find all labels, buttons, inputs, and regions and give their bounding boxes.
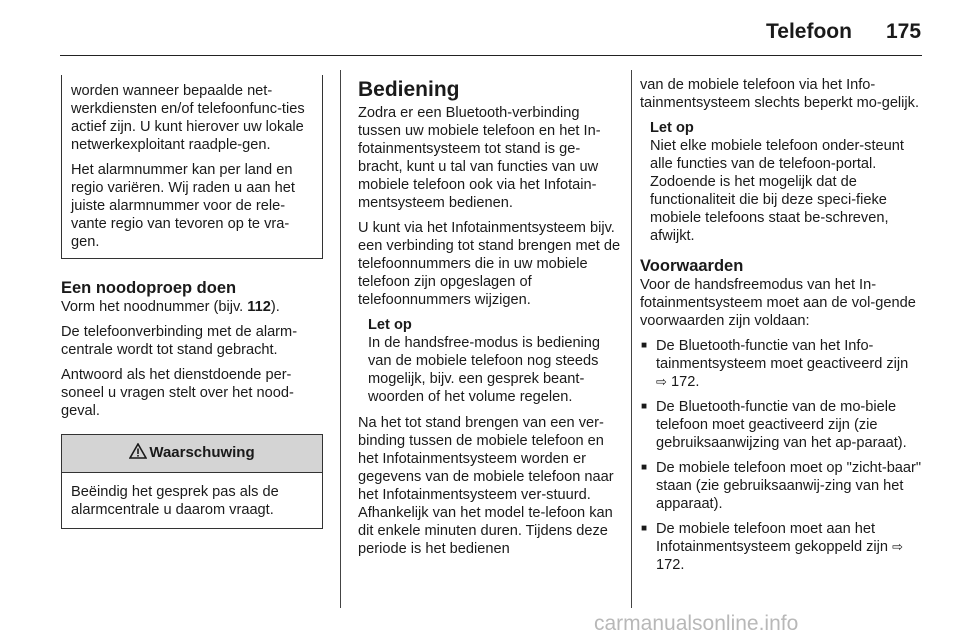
- page-reference-arrow-icon: ⇨: [656, 374, 667, 389]
- warning-triangle-icon: [129, 443, 147, 459]
- watermark: carmanualsonline.info: [594, 612, 799, 635]
- note-text: Niet elke mobiele telefoon onder-steunt alle functies van de telefoon-portal. Zodoende is het mogelijk dat de functionaliteit die bij deze speci-fieke mobiele telefoons staat be-schreven, afwijkt.: [650, 138, 904, 244]
- requirements-list: [640, 337, 922, 574]
- note-label: Let op: [368, 317, 412, 333]
- note-text: In de handsfree-modus is bediening van de mobiele telefoon nog steeds mogelijk, bijv. een gesprek beant-woorden of het volume regelen.: [368, 335, 601, 405]
- page-reference-arrow-icon: ⇨: [892, 539, 903, 554]
- paragraph-connection: De telefoonverbinding met de alarm-centrale wordt tot stand gebracht.: [61, 324, 298, 358]
- list-item: ■ De Bluetooth-functie van het Info-tainmentsysteem moet geactiveerd zijn ⇨ 172.: [640, 337, 922, 391]
- section-heading-requirements: Voorwaarden: [640, 257, 744, 275]
- continued-info-box: [61, 75, 323, 259]
- warning-text: Beëindig het gesprek pas als de alarmcentrale u daarom vraagt.: [71, 484, 279, 518]
- paragraph-data-transfer: Na het tot stand brengen van een ver-binding tussen de mobiele telefoon en het Infotainmentsysteem worden er gegevens van de mobiele telefoon naar het Infotainmentsysteem ver-stuurd. Afhankelijk van het model te-lefoon kan dit enkele minuten duren. Tijdens deze periode is het bedienen: [358, 415, 614, 557]
- section-heading-emergency-call: Een noodoproep doen: [61, 279, 237, 297]
- page-reference-link[interactable]: 172.: [656, 557, 685, 573]
- section-heading-operation: Bediening: [358, 78, 460, 101]
- paragraph-dial-number: Vorm het noodnummer (bijv. 112).: [61, 299, 280, 315]
- list-item: ■ De Bluetooth-functie van de mo-biele telefoon moet geactiveerd zijn (zie gebruiksaanwijzing van het ap-paraat).: [640, 398, 922, 452]
- header-rule: [60, 55, 922, 56]
- paragraph-operation-intro: Zodra er een Bluetooth-verbinding tussen uw mobiele telefoon en het In-fotainmentsysteem tot stand is ge-bracht, kunt u tal van functies van uw mobiele telefoon ook via het Infotain-mentsysteem bedienen.: [358, 105, 601, 211]
- column-divider-2: [631, 70, 632, 608]
- page-number: 175: [886, 20, 922, 43]
- paragraph-phone-numbers: U kunt via het Infotainmentsysteem bijv. een verbinding tot stand brengen met de telefoonnummers die in uw mobiele telefoon zijn opgeslagen of telefoonnummers wijzigen.: [358, 220, 621, 308]
- running-header-title: Telefoon: [766, 20, 852, 43]
- paragraph-answer: Antwoord als het dienstdoende per-soneel u vragen stelt over het nood-geval.: [61, 367, 294, 419]
- warning-box: [61, 434, 323, 529]
- paragraph-continued: van de mobiele telefoon via het Info-tainmentsysteem slechts beperkt mo-gelijk.: [640, 77, 920, 111]
- column-divider-1: [340, 70, 341, 608]
- note-phone-support: [650, 119, 922, 245]
- warning-title: Waarschuwing: [149, 444, 255, 461]
- column-2: [358, 78, 622, 565]
- list-item: ■ De mobiele telefoon moet aan het Infotainmentsysteem gekoppeld zijn ⇨ 172.: [640, 520, 922, 574]
- info-box-paragraph-2: Het alarmnummer kan per land en regio variëren. Wij raden u aan het juiste alarmnummer voor de rele-vante regio van tevoren op te vra-gen.: [71, 162, 295, 250]
- info-box-paragraph-1: worden wanneer bepaalde net-werkdiensten en/of telefoonfunc-ties actief zijn. U kunt hierover uw lokale netwerkexploitant raadple-gen.: [71, 83, 305, 153]
- page-reference-link[interactable]: 172.: [670, 374, 700, 390]
- note-handsfree: [368, 316, 622, 406]
- note-label: Let op: [650, 120, 694, 136]
- column-1: [61, 75, 323, 529]
- column-3: [640, 76, 922, 581]
- warning-header: [62, 435, 322, 473]
- list-item: ■ De mobiele telefoon moet op "zicht-baar" staan (zie gebruiksaanwij-zing van het apparaat).: [640, 459, 922, 513]
- paragraph-requirements-intro: Voor de handsfreemodus van het In-fotainmentsysteem moet aan de vol-gende voorwaarden zijn voldaan:: [640, 277, 916, 329]
